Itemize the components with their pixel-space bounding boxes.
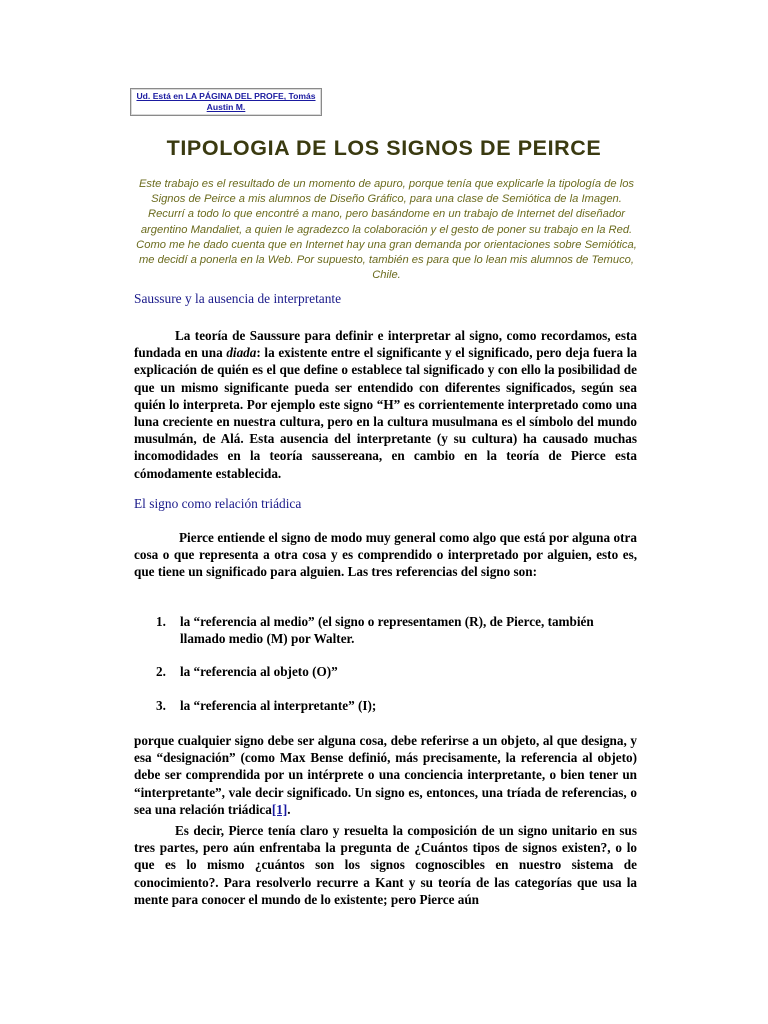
list-number: 1. <box>156 614 166 629</box>
page-title: TIPOLOGIA DE LOS SIGNOS DE PEIRCE <box>166 136 602 160</box>
list-text: la “referencia al interpretante” (I); <box>180 698 377 713</box>
emphasis-text: diada <box>226 345 257 361</box>
paragraph-text: : la existente entre el significante y el significado, pero deja fuera la explicación de quién es el que define o establece tal significado y con ello la posibilidad de que un mismo significante pueda ser entendido con diferentes significados, según sea quién lo interpreta. Por ejemplo este signo “H” es corrientemente interpretado como una luna creciente en nuestra cultura, pero en la cultura musulmana es el símbolo del mundo musulmán, de Alá. Esta ausencia del interpretante (y su cultura) ha causado muchas incomodidades en la teoría saussereana, en cambio en la teoría de Pierce esta cómodamente establecida. <box>134 345 638 481</box>
breadcrumb-box <box>130 88 322 116</box>
paragraph-designacion <box>134 732 637 818</box>
paragraph-pierce-signo: Pierce entiende el signo de modo muy general como algo que está por alguna otra cosa o que representa a otra cosa y es comprendido o interpretado por alguien, esto es, que tiene un significado para alguien. Las tres referencias del signo son: <box>134 530 637 580</box>
footnote-link[interactable]: [1] <box>271 801 288 817</box>
list-number: 3. <box>156 698 166 713</box>
list-text: la “referencia al medio” (el signo o representamen (R), de Pierce, también llamado medio (M) por Walter. <box>180 614 594 647</box>
section-heading-saussure: Saussure y la ausencia de interpretante <box>134 291 342 306</box>
section-heading-triadica: El signo como relación triádica <box>134 496 302 511</box>
paragraph-saussure <box>134 327 637 482</box>
home-link-line1[interactable]: Ud. Está en LA PÁGINA DEL PROFE, Tomás <box>136 91 316 101</box>
list-item <box>156 697 376 714</box>
paragraph-text: . <box>287 801 291 817</box>
paragraph-text: porque cualquier signo debe ser alguna cosa, debe referirse a un objeto, al que designa, y esa “designación” (como Max Bense definió, más precisamente, la referencia al objeto) debe ser comprendida por un intérprete o una conciencia interpretante, o bien tener un “interpretante”, vale decir significado. Un signo es, entonces, una tríada de referencias, o sea una relación triádica <box>134 733 637 817</box>
list-item <box>156 663 338 680</box>
list-number: 2. <box>156 664 166 679</box>
list-item <box>156 613 636 647</box>
home-link-line2[interactable]: Austin M. <box>206 102 246 112</box>
paragraph-kant: Es decir, Pierce tenía claro y resuelta la composición de un signo unitario en sus tres partes, pero aún enfrentaba la pregunta de ¿Cuántos tipos de signos existen?, o lo que es lo mismo ¿cuántos son los signos cognoscibles en nuestro sistema de conocimiento?. Para resolverlo recurre a Kant y su teoría de las categorías que usa la mente para conocer el mundo de lo existente; pero Pierce aún <box>134 823 637 907</box>
paragraph-text: La teoría de Saussure para definir e interpretar al signo, como recordamos, esta fundada en una <box>134 328 637 361</box>
list-text: la “referencia al objeto (O)” <box>180 664 338 679</box>
intro-paragraph: Este trabajo es el resultado de un momento de apuro, porque tenía que explicarle la tipología de los Signos de Peirce a mis alumnos de Diseño Gráfico, para una clase de Semiótica de la Imagen. Recurrí a todo lo que encontré a mano, pero basándome en un trabajo de Internet del diseñador argentino Mandaliet, a quien le agradezco la colaboración y el gesto de poner su trabajo en la Red. Como me he dado cuenta que en Internet hay una gran demanda por orientaciones sobre Semiótica, me decidí a ponerla en la Web. Por supuesto, también es para que lo lean mis alumnos de Temuco, Chile. <box>136 178 637 282</box>
